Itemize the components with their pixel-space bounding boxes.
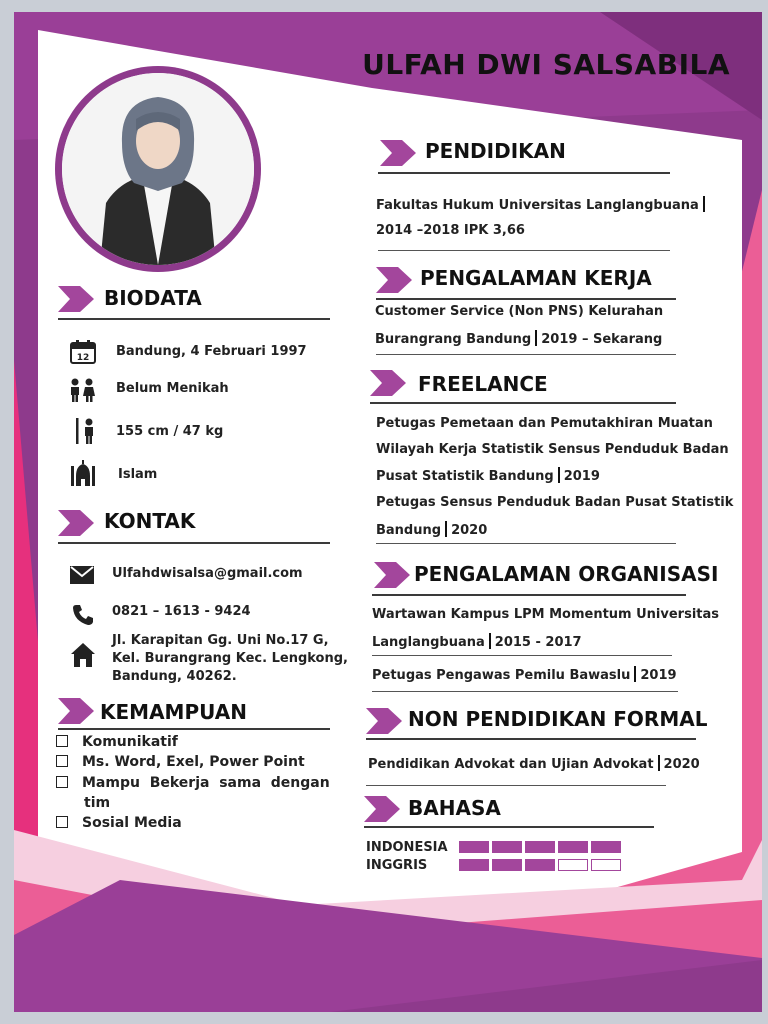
language-level-segment xyxy=(558,841,588,853)
mosque-icon xyxy=(70,460,96,486)
language-level-segment xyxy=(525,841,555,853)
education-underline xyxy=(378,250,670,251)
kontak-title: KONTAK xyxy=(104,509,196,533)
work-line-1: Customer Service (Non PNS) Kelurahan xyxy=(375,304,664,319)
language-name: INGGRIS xyxy=(366,858,428,873)
education-line-2: 2014 –2018 IPK 3,66 xyxy=(376,223,525,238)
phone-icon xyxy=(72,604,94,626)
chevron-right-icon xyxy=(376,267,412,293)
language-level-segment xyxy=(492,841,522,853)
address-line-3: Bandung, 40262. xyxy=(112,669,237,684)
pendidikan-divider xyxy=(378,172,670,174)
chevron-right-icon xyxy=(58,698,94,724)
kontak-divider xyxy=(58,542,330,544)
email-address[interactable]: Ulfahdwisalsa@gmail.com xyxy=(112,566,303,581)
skill-item: Mampu Bekerja sama dengan xyxy=(56,775,330,791)
chevron-right-icon xyxy=(370,370,406,396)
organisasi-title: PENGALAMAN ORGANISASI xyxy=(414,562,719,586)
language-level-segment xyxy=(525,859,555,871)
skill-item: Sosial Media xyxy=(56,815,182,831)
calendar-icon xyxy=(70,339,96,365)
couple-icon xyxy=(68,377,98,403)
organization-line-2: Langlangbuana 2015 - 2017 xyxy=(372,635,582,650)
home-icon xyxy=(70,642,96,668)
bahasa-title: BAHASA xyxy=(408,796,501,820)
address-line-2: Kel. Burangrang Kec. Lengkong, xyxy=(112,651,348,666)
non-formal-underline xyxy=(366,785,666,786)
religion: Islam xyxy=(118,467,158,482)
freelance-line-4: Petugas Sensus Penduduk Badan Pusat Statistik xyxy=(376,495,734,510)
freelance-title: FREELANCE xyxy=(418,372,548,396)
checkbox-icon xyxy=(56,776,68,788)
chevron-right-icon xyxy=(364,796,400,822)
skill-item-continued: tim xyxy=(84,795,111,811)
chevron-right-icon xyxy=(58,510,94,536)
organization-underline-2 xyxy=(372,691,678,692)
chevron-right-icon xyxy=(374,562,410,588)
kemampuan-title: KEMAMPUAN xyxy=(100,700,247,724)
person-name: ULFAH DWI SALSABILA xyxy=(362,48,730,81)
checkbox-icon xyxy=(56,755,68,767)
language-level-segment xyxy=(492,859,522,871)
organisasi-divider xyxy=(372,594,686,596)
freelance-divider xyxy=(370,402,676,404)
freelance-line-2: Wilayah Kerja Statistik Sensus Penduduk Badan xyxy=(376,442,729,457)
calendar-day: 12 xyxy=(76,353,90,363)
organization-line-3: Petugas Pengawas Pemilu Bawaslu 2019 xyxy=(372,668,677,683)
profile-photo xyxy=(62,73,254,265)
freelance-line-5: Bandung 2020 xyxy=(376,523,488,538)
language-level-segment xyxy=(459,859,489,871)
work-underline xyxy=(376,354,676,355)
freelance-underline xyxy=(376,543,676,544)
language-level-segment xyxy=(558,859,588,871)
chevron-right-icon xyxy=(366,708,402,734)
birth-info: Bandung, 4 Februari 1997 xyxy=(116,344,307,359)
chevron-right-icon xyxy=(380,140,416,166)
language-level-segment xyxy=(459,841,489,853)
skill-item: Komunikatif xyxy=(56,734,178,750)
pengalaman-kerja-divider xyxy=(376,298,676,300)
language-level-segment xyxy=(591,859,621,871)
bahasa-divider xyxy=(364,826,654,828)
biodata-divider xyxy=(58,318,330,320)
pendidikan-title: PENDIDIKAN xyxy=(425,139,566,163)
biodata-title: BIODATA xyxy=(104,286,202,310)
organization-underline-1 xyxy=(372,655,672,656)
non-formal-divider xyxy=(366,738,696,740)
profile-photo-frame xyxy=(55,66,261,272)
organization-line-1: Wartawan Kampus LPM Momentum Universitas xyxy=(372,607,720,622)
education-line-1: Fakultas Hukum Universitas Langlangbuana xyxy=(376,196,709,213)
chevron-right-icon xyxy=(58,286,94,312)
skill-item: Ms. Word, Exel, Power Point xyxy=(56,754,305,770)
checkbox-icon xyxy=(56,816,68,828)
non-formal-line-1: Pendidikan Advokat dan Ujian Advokat 2020 xyxy=(368,757,700,772)
marital-status: Belum Menikah xyxy=(116,381,229,396)
non-formal-title: NON PENDIDIKAN FORMAL xyxy=(408,707,708,731)
email-icon xyxy=(70,566,94,584)
language-level-segment xyxy=(591,841,621,853)
address-line-1: Jl. Karapitan Gg. Uni No.17 G, xyxy=(112,633,329,648)
freelance-line-3: Pusat Statistik Bandung 2019 xyxy=(376,469,600,484)
checkbox-icon xyxy=(56,735,68,747)
pengalaman-kerja-title: PENGALAMAN KERJA xyxy=(420,266,652,290)
kemampuan-divider xyxy=(58,728,330,730)
freelance-line-1: Petugas Pemetaan dan Pemutakhiran Muatan xyxy=(376,416,713,431)
language-name: INDONESIA xyxy=(366,840,448,855)
work-line-2: Burangrang Bandung 2019 – Sekarang xyxy=(375,332,663,347)
height-weight: 155 cm / 47 kg xyxy=(116,424,224,439)
height-weight-icon xyxy=(74,418,100,444)
phone-number[interactable]: 0821 – 1613 - 9424 xyxy=(112,604,251,619)
